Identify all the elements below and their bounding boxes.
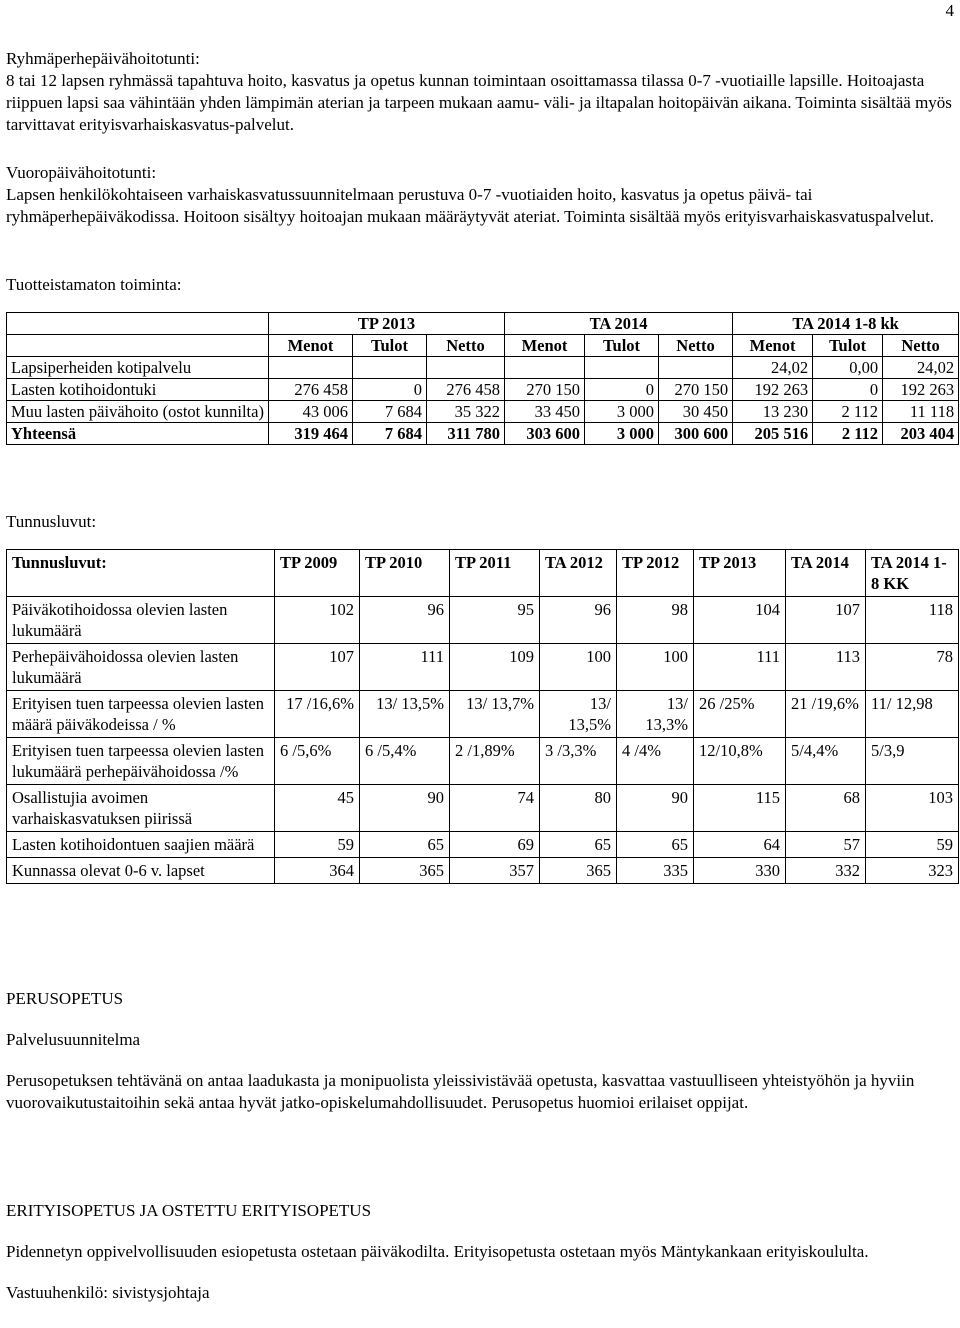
table-cell: 107 (275, 644, 360, 691)
table-cell: 69 (450, 832, 540, 858)
table-cell: 96 (360, 597, 450, 644)
table-row (7, 832, 959, 858)
finance-subheader: Tulot (585, 335, 659, 357)
table-cell: 74 (450, 785, 540, 832)
table-cell: 3 000 (585, 423, 659, 445)
table-cell: 45 (275, 785, 360, 832)
table-cell: 90 (360, 785, 450, 832)
table-cell: 57 (786, 832, 866, 858)
table-cell: 11 118 (883, 401, 959, 423)
table-cell: 12/10,8% (694, 738, 786, 785)
kpi-table (6, 549, 959, 884)
table-cell: 13/ 13,5% (360, 691, 450, 738)
table-cell: 30 450 (659, 401, 733, 423)
table-cell: 0 (353, 379, 427, 401)
table-cell: 270 150 (659, 379, 733, 401)
table-cell: 6 /5,4% (360, 738, 450, 785)
table-cell: 0,00 (813, 357, 883, 379)
section-body: 8 tai 12 lapsen ryhmässä tapahtuva hoito, kasvatus ja opetus kunnan toimintaan osoittamassa tilassa 0-7 -vuotiaille lapsille. Hoitoajasta riippuen lapsi saa vähintään yhden lämpimän aterian ja tarpeen mukaan aamu- väli- ja iltapalan hoitopäivän aikana. Toiminta sisältää myös tarvittavat erityisvarhaiskasvatus-palvelut. (6, 71, 952, 134)
table-cell: 319 464 (269, 423, 353, 445)
table-cell: 13 230 (733, 401, 813, 423)
finance-header-empty (7, 335, 269, 357)
table-cell: 11/ 12,98 (866, 691, 959, 738)
section-body: Perusopetuksen tehtävänä on antaa laadukasta ja monipuolista yleissivistävää opetusta, kasvattaa vastuulliseen yhteistyöhön ja hyviin vuorovaikutustaitoihin sekä antaa hyvät jatko-opiskelumahdollisuudet. Perusopetus huomioi erilaiset oppijat. (6, 1071, 915, 1112)
kpi-header: TP 2010 (360, 550, 450, 597)
table-cell: 270 150 (505, 379, 585, 401)
page-number: 4 (945, 1, 954, 20)
table-cell: 13/ 13,3% (617, 691, 694, 738)
table-cell: 102 (275, 597, 360, 644)
table-cell: 96 (540, 597, 617, 644)
table-cell: 303 600 (505, 423, 585, 445)
table-row (7, 785, 959, 832)
table-cell: 43 006 (269, 401, 353, 423)
row-label: Osallistujia avoimen varhaiskasvatuksen piirissä (7, 785, 275, 832)
finance-subheader: Netto (427, 335, 505, 357)
section-title: Vuoropäivähoitotunti: (6, 163, 157, 182)
section-title: Ryhmäperhepäivähoitotunti: (6, 49, 200, 68)
row-label: Erityisen tuen tarpeessa olevien lasten määrä päiväkodeissa / % (7, 691, 275, 738)
table-cell: 100 (540, 644, 617, 691)
table-cell: 104 (694, 597, 786, 644)
section-title: Tunnusluvut: (6, 512, 97, 531)
table-cell: 21 /19,6% (786, 691, 866, 738)
table-cell: 109 (450, 644, 540, 691)
finance-subheader: Menot (269, 335, 353, 357)
table-cell: 5/4,4% (786, 738, 866, 785)
row-label: Muu lasten päivähoito (ostot kunnilta) (7, 401, 269, 423)
section-body: Lapsen henkilökohtaiseen varhaiskasvatussuunnitelmaan perustuva 0-7 -vuotiaiden hoito, kasvatus ja opetus päivä- tai ryhmäperhepäiväkodissa. Hoitoon sisältyy hoitoajan mukaan määräytyvät ateriat. Toiminta sisältää myös erityisvarhaiskasvatuspalvelut. (6, 185, 935, 226)
table-cell: 111 (360, 644, 450, 691)
section-tunnusluvut (6, 511, 954, 533)
table-cell: 276 458 (427, 379, 505, 401)
table-cell (505, 357, 585, 379)
table-cell: 276 458 (269, 379, 353, 401)
table-cell: 111 (694, 644, 786, 691)
finance-table (6, 312, 959, 445)
kpi-header: TA 2014 1-8 KK (866, 550, 959, 597)
table-cell: 0 (585, 379, 659, 401)
table-cell: 98 (617, 597, 694, 644)
table-cell: 65 (617, 832, 694, 858)
table-row (7, 379, 959, 401)
kpi-header: TP 2009 (275, 550, 360, 597)
finance-group-header-row (7, 313, 959, 335)
finance-subheader: Menot (505, 335, 585, 357)
table-row (7, 357, 959, 379)
finance-subheader: Netto (659, 335, 733, 357)
table-cell: 205 516 (733, 423, 813, 445)
table-cell: 118 (866, 597, 959, 644)
table-cell: 365 (360, 858, 450, 884)
row-label: Lasten kotihoidontuen saajien määrä (7, 832, 275, 858)
section-ryhmaperhepaivahoito (6, 48, 954, 136)
table-cell: 24,02 (733, 357, 813, 379)
section-title: ERITYISOPETUS JA OSTETTU ERITYISOPETUS (6, 1201, 372, 1220)
table-cell: 2 /1,89% (450, 738, 540, 785)
table-cell: 13/ 13,7% (450, 691, 540, 738)
table-cell (427, 357, 505, 379)
table-cell: 300 600 (659, 423, 733, 445)
table-row (7, 401, 959, 423)
section-body: Pidennetyn oppivelvollisuuden esiopetusta ostetaan päiväkodilta. Erityisopetusta ostetaan myös Mäntykankaan erityiskoululta. (6, 1242, 869, 1261)
kpi-header: Tunnusluvut: (7, 550, 275, 597)
table-cell (269, 357, 353, 379)
table-cell: 311 780 (427, 423, 505, 445)
finance-group-header: TA 2014 (505, 313, 733, 335)
table-cell: 365 (540, 858, 617, 884)
row-label: Perhepäivähoidossa olevien lasten lukumäärä (7, 644, 275, 691)
row-label: Kunnassa olevat 0-6 v. lapset (7, 858, 275, 884)
finance-subheader-row (7, 335, 959, 357)
table-cell: 65 (360, 832, 450, 858)
table-cell: 364 (275, 858, 360, 884)
responsible-person: Vastuuhenkilö: sivistysjohtaja (6, 1283, 210, 1302)
section-perusopetus (6, 988, 954, 1114)
section-erityisopetus (6, 1200, 954, 1304)
table-cell: 80 (540, 785, 617, 832)
table-cell: 107 (786, 597, 866, 644)
table-cell: 332 (786, 858, 866, 884)
finance-group-header: TP 2013 (269, 313, 505, 335)
section-tuotteistamaton (6, 274, 954, 296)
table-cell: 65 (540, 832, 617, 858)
table-cell: 7 684 (353, 401, 427, 423)
table-cell: 115 (694, 785, 786, 832)
table-cell: 5/3,9 (866, 738, 959, 785)
table-cell: 68 (786, 785, 866, 832)
finance-header-empty (7, 313, 269, 335)
finance-subheader: Tulot (353, 335, 427, 357)
table-cell: 103 (866, 785, 959, 832)
table-cell: 192 263 (883, 379, 959, 401)
table-row (7, 691, 959, 738)
table-cell: 17 /16,6% (275, 691, 360, 738)
kpi-header: TP 2012 (617, 550, 694, 597)
table-cell: 7 684 (353, 423, 427, 445)
table-cell: 35 322 (427, 401, 505, 423)
section-title: Tuotteistamaton toiminta: (6, 275, 182, 294)
row-label: Päiväkotihoidossa olevien lasten lukumäärä (7, 597, 275, 644)
row-label: Lapsiperheiden kotipalvelu (7, 357, 269, 379)
table-cell: 33 450 (505, 401, 585, 423)
kpi-header: TP 2013 (694, 550, 786, 597)
table-cell: 59 (275, 832, 360, 858)
table-cell: 2 112 (813, 423, 883, 445)
table-row-total (7, 423, 959, 445)
table-cell: 3 000 (585, 401, 659, 423)
table-cell: 3 /3,3% (540, 738, 617, 785)
table-cell: 100 (617, 644, 694, 691)
finance-subheader: Tulot (813, 335, 883, 357)
section-title: PERUSOPETUS (6, 989, 124, 1008)
table-row (7, 738, 959, 785)
row-label: Yhteensä (7, 423, 269, 445)
table-cell: 357 (450, 858, 540, 884)
row-label: Lasten kotihoidontuki (7, 379, 269, 401)
kpi-header-row (7, 550, 959, 597)
table-row (7, 644, 959, 691)
table-cell: 192 263 (733, 379, 813, 401)
table-cell: 95 (450, 597, 540, 644)
table-cell: 0 (813, 379, 883, 401)
table-cell: 113 (786, 644, 866, 691)
table-cell: 335 (617, 858, 694, 884)
table-cell: 59 (866, 832, 959, 858)
table-cell (353, 357, 427, 379)
table-cell: 4 /4% (617, 738, 694, 785)
section-vuoropaivahoito (6, 162, 954, 228)
table-cell (585, 357, 659, 379)
kpi-header: TP 2011 (450, 550, 540, 597)
table-cell: 24,02 (883, 357, 959, 379)
kpi-header: TA 2012 (540, 550, 617, 597)
finance-subheader: Netto (883, 335, 959, 357)
table-cell: 330 (694, 858, 786, 884)
table-cell: 2 112 (813, 401, 883, 423)
table-cell: 64 (694, 832, 786, 858)
table-cell: 323 (866, 858, 959, 884)
finance-subheader: Menot (733, 335, 813, 357)
table-cell: 26 /25% (694, 691, 786, 738)
table-cell: 13/ 13,5% (540, 691, 617, 738)
table-row (7, 597, 959, 644)
table-cell: 90 (617, 785, 694, 832)
table-cell (659, 357, 733, 379)
table-row (7, 858, 959, 884)
finance-group-header: TA 2014 1-8 kk (733, 313, 959, 335)
table-cell: 6 /5,6% (275, 738, 360, 785)
row-label: Erityisen tuen tarpeessa olevien lasten lukumäärä perhepäivähoidossa /% (7, 738, 275, 785)
table-cell: 78 (866, 644, 959, 691)
section-subtitle: Palvelusuunnitelma (6, 1030, 141, 1049)
kpi-header: TA 2014 (786, 550, 866, 597)
table-cell: 203 404 (883, 423, 959, 445)
